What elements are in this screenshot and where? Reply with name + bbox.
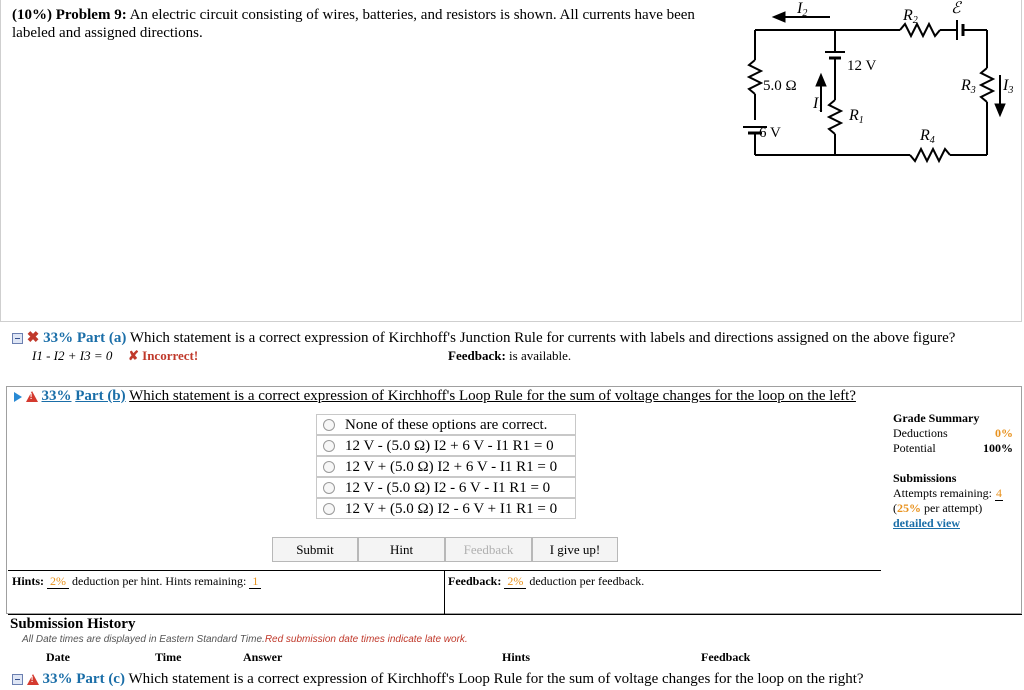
part-a-percent: 33% <box>43 330 74 346</box>
label-5ohm: 5.0 Ω <box>763 78 797 94</box>
part-b-percent: 33% <box>41 388 72 404</box>
part-a-status: ✘ Incorrect! <box>128 348 199 363</box>
hint-button[interactable]: Hint <box>358 537 445 562</box>
part-a-header <box>12 328 1022 347</box>
radio-button[interactable] <box>323 503 335 515</box>
svg-text:R1: R1 <box>849 107 864 126</box>
svg-text:R3: R3 <box>961 77 976 96</box>
part-c-title[interactable]: Part (c) <box>76 671 125 687</box>
part-a-question: Which statement is a correct expression of Kirchhoff's Junction Rule for currents with labels and directions assigned on the above figure? <box>129 330 956 346</box>
svg-text:I3: I3 <box>1003 77 1014 96</box>
history-title: Submission History <box>10 616 136 632</box>
radio-button[interactable] <box>323 482 335 494</box>
part-c-header <box>12 671 864 688</box>
radio-button[interactable] <box>323 419 335 431</box>
grade-summary: Grade Summary Deductions 0% Potential 100% Submissions Attempts remaining: 4 (25% per attempt) detailed view <box>893 411 1013 530</box>
label-R3: R <box>961 77 971 94</box>
label-12v: 12 V <box>847 58 877 74</box>
option-2[interactable]: 12 V + (5.0 Ω) I2 + 6 V - I1 R1 = 0 <box>316 456 576 477</box>
option-3[interactable]: 12 V - (5.0 Ω) I2 - 6 V - I1 R1 = 0 <box>316 477 576 498</box>
history-col-hints: Hints <box>502 650 531 664</box>
problem-label: Problem 9: <box>55 7 127 23</box>
option-4[interactable]: 12 V + (5.0 Ω) I2 - 6 V + I1 R1 = 0 <box>316 498 576 519</box>
label-emf: ℰ <box>951 0 961 17</box>
warning-icon <box>26 391 38 402</box>
part-c-question: Which statement is a correct expression of Kirchhoff's Loop Rule for the sum of voltage changes for the loop on the right? <box>128 671 864 687</box>
hints-info: Hints: 2% deduction per hint. Hints remaining: 1 <box>12 574 261 589</box>
feedback-info: Feedback: 2% deduction per feedback. <box>448 574 645 588</box>
svg-text:I2: I2 <box>797 0 808 19</box>
part-a-title[interactable]: Part (a) <box>76 330 127 346</box>
svg-text:R2: R2 <box>903 7 918 26</box>
incorrect-x-icon: ✖ <box>26 330 40 346</box>
part-b-title[interactable]: Part (b) <box>75 388 126 404</box>
history-note: All Date times are displayed in Eastern Standard Time.Red submission date times indicate late work. <box>22 634 468 645</box>
part-a-feedback[interactable]: Feedback: is available. <box>448 348 572 363</box>
feedback-button[interactable]: Feedback <box>445 537 532 562</box>
circuit-diagram <box>735 0 1020 165</box>
give-up-button[interactable]: I give up! <box>532 537 618 562</box>
divider <box>444 571 445 614</box>
part-a-answer: I1 - I2 + I3 = 0 <box>32 348 113 363</box>
detailed-view-link[interactable]: detailed view <box>893 516 960 530</box>
label-6v: 6 V <box>759 125 781 141</box>
option-1[interactable]: 12 V - (5.0 Ω) I2 + 6 V - I1 R1 = 0 <box>316 435 576 456</box>
collapse-toggle-icon[interactable] <box>12 674 23 685</box>
label-I2: I <box>797 0 803 17</box>
label-I3: I <box>1003 77 1009 94</box>
radio-button[interactable] <box>323 461 335 473</box>
collapse-toggle-icon[interactable] <box>12 333 23 344</box>
option-0[interactable]: None of these options are correct. <box>316 414 576 435</box>
label-R4: R <box>920 127 930 144</box>
part-b-question: Which statement is a correct expression of Kirchhoff's Loop Rule for the sum of voltage changes for the loop on the left? <box>129 388 856 404</box>
label-R2: R <box>903 7 913 24</box>
problem-body: An electric circuit consisting of wires, batteries, and resistors is shown. All currents have been labeled and assigned directions. <box>12 7 695 41</box>
problem-statement <box>12 6 732 42</box>
radio-button[interactable] <box>323 440 335 452</box>
history-col-date: Date <box>46 650 70 664</box>
history-col-feedback: Feedback <box>701 650 751 664</box>
submit-button[interactable]: Submit <box>272 537 358 562</box>
svg-text:I1: I1 <box>813 95 824 114</box>
label-R1: R <box>849 107 859 124</box>
part-c-percent: 33% <box>42 671 73 687</box>
history-col-time: Time <box>155 650 182 664</box>
history-col-answer: Answer <box>243 650 283 664</box>
part-b-header <box>14 388 856 405</box>
play-icon[interactable] <box>14 392 22 402</box>
problem-weight: (10%) <box>12 7 52 23</box>
label-I1: I <box>813 95 819 112</box>
svg-text:R4: R4 <box>920 127 935 146</box>
warning-icon <box>27 674 39 685</box>
